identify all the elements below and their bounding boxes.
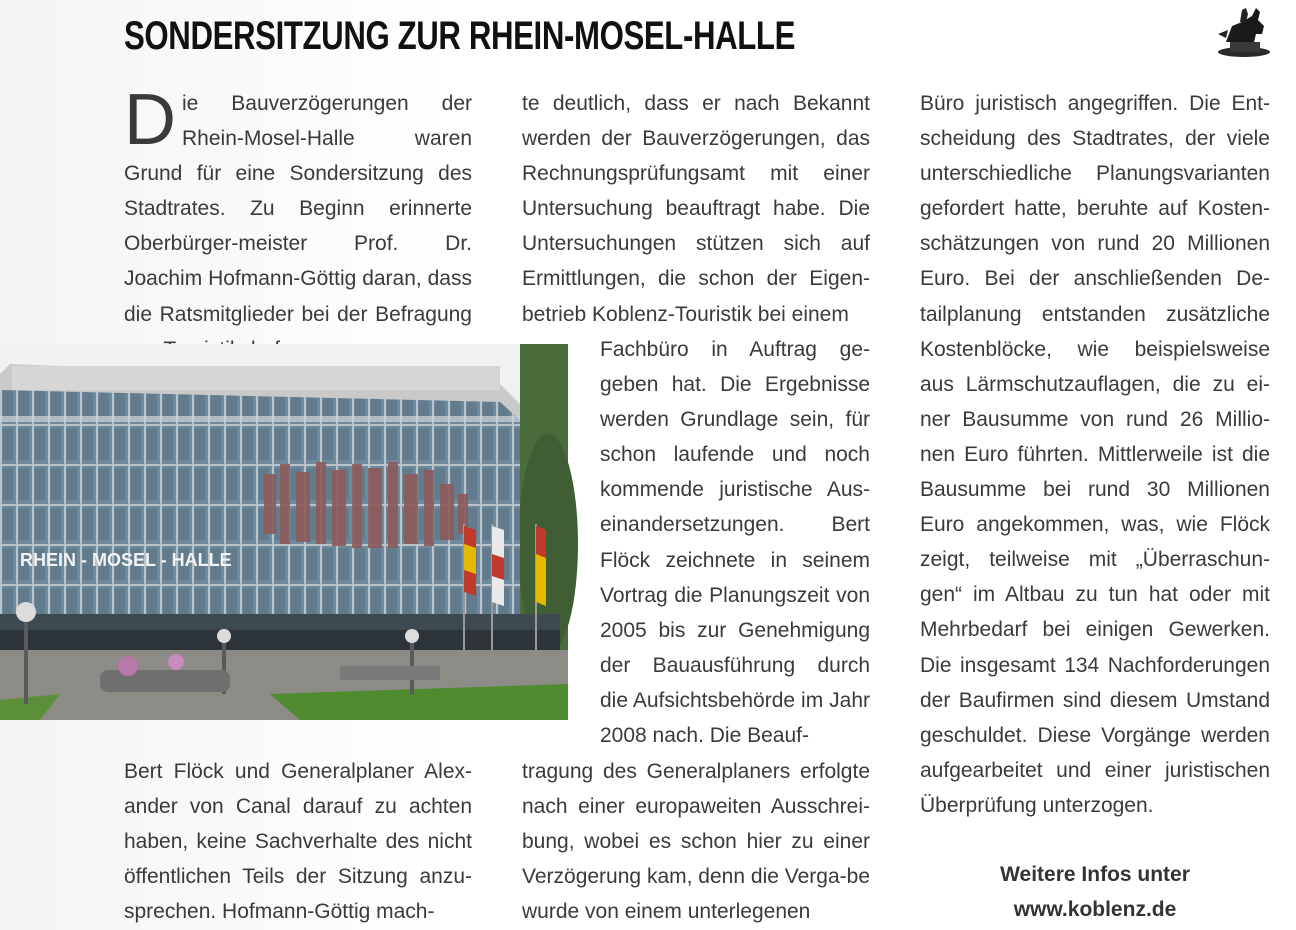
column-2-bottom — [522, 754, 870, 930]
column-3 — [920, 86, 1270, 826]
article-text-col3: Büro juristisch angegriffen. Die Ent-scheidung des Stadtrates, der viele unterschiedliche Planungsvarianten gefordert hatte, beruhte auf Kosten-schätzungen von rund 20 Millionen Euro. Bei der anschließenden De-tailplanung entstanden zusätzliche Kostenblöcke, wie beispielsweise aus Lärmschutzauflagen, die zu ei-ner Bausumme von rund 26 Millio-nen Euro führten. Mittlerweile ist die Bausumme bei rund 30 Millionen Euro angekommen, was, wie Flöck zeigt, teilweise mit „Überraschun-gen“ im Altbau zu tun hat oder mit Mehrbedarf bei einigen Gewerken. Die insgesamt 134 Nachforderungen der Baufirmen sind diesem Umstand geschuldet. Diese Vorgänge werden aufgearbeitet und einer juristischen Überprüfung unterzogen. — [920, 92, 1270, 817]
article-text-col2-wrap: Fachbüro in Auftrag ge-geben hat. Die Ergebnisse werden Grundlage sein, für schon laufende und noch kommende juristische Aus-einandersetzungen. Bert Flöck zeichnete in seinem Vortrag die Planungszeit von 2005 bis zur Genehmigung der Bauausführung durch die Aufsichtsbehörde im Jahr 2008 nach. Die Beauf- — [600, 338, 870, 748]
column-1-top — [124, 80, 472, 332]
horse-rider-statue-icon — [1212, 4, 1272, 58]
column-2-wrap — [600, 332, 870, 754]
rhein-mosel-halle-photo — [0, 344, 568, 720]
article-text-col1-top: ie Bauverzögerungen der Rhein-Mosel-Halle waren Grund für eine Sondersitzung des Stadtrates. Zu Beginn erinnerte Oberbürger-meister Prof. Dr. Joachim Hofmann-Göttig daran, dass die Ratsmitglieder bei der Befragung — [124, 92, 472, 326]
drop-cap: D — [124, 80, 176, 160]
column-2-top — [522, 86, 870, 332]
article-text-col1-bottom: Bert Flöck und Generalplaner Alex-ander von Canal darauf zu achten haben, keine Sachverhalte des nicht öffentlichen Teils der Sitzung anzu-sprechen. Hofmann-Göttig mach- — [124, 760, 472, 924]
further-info-label: Weitere Infos unter — [1000, 863, 1190, 886]
article-text-col2-top: te deutlich, dass er nach Bekannt werden der Bauverzögerungen, das Rechnungsprüfungsamt mit einer Untersuchung beauftragt habe. Die Untersuchungen stützen sich auf Ermittlungen, die schon der Eigen-betrieb Koblenz-Touristik bei einem — [522, 92, 870, 326]
page-title: SONDERSITZUNG ZUR RHEIN-MOSEL-HALLE — [124, 14, 796, 58]
further-info-box — [920, 857, 1270, 927]
article-text-col2-bottom: tragung des Generalplaners erfolgte nach einer europaweiten Ausschrei-bung, wobei es schon hier zu einer Verzögerung kam, denn die Verga-be wurde von einem unterlegenen — [522, 760, 870, 924]
column-1-bottom — [124, 754, 472, 930]
building-sign: RHEIN - MOSEL - HALLE — [20, 550, 232, 570]
website-link[interactable]: www.koblenz.de — [1013, 898, 1177, 921]
